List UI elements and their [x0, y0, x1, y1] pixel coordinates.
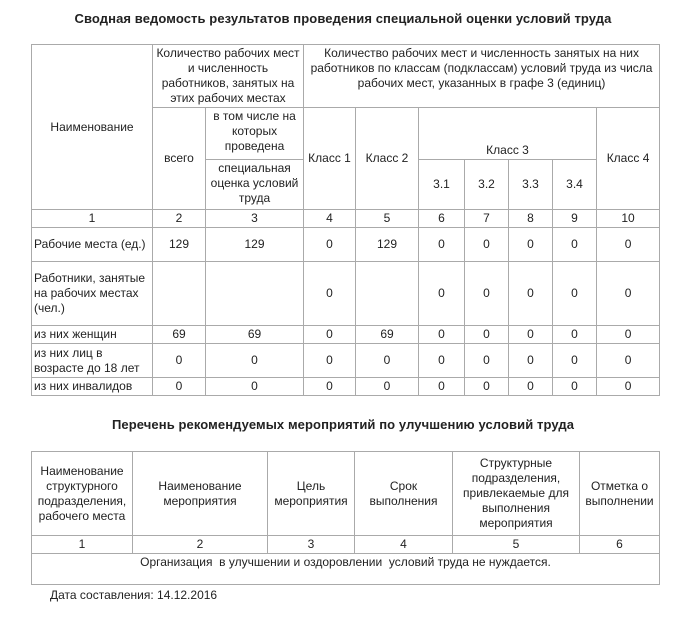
- cell-value: 0: [419, 228, 465, 262]
- header-incl-a: в том числе на которых проведена: [206, 108, 304, 160]
- compile-date-value: 14.12.2016: [157, 588, 218, 602]
- header-incl-b: специальная оценка условий труда: [206, 160, 304, 210]
- table-row: [32, 344, 660, 378]
- col-num: 4: [355, 536, 453, 554]
- col-num: 10: [597, 210, 660, 228]
- cell-value: 0: [153, 344, 206, 378]
- header-departments: Структурные подразделения, привлекаемые для выполнения мероприятия: [453, 452, 580, 536]
- col-num: 5: [356, 210, 419, 228]
- col-num: 6: [580, 536, 660, 554]
- cell-value: 0: [304, 344, 356, 378]
- cell-value: 0: [419, 378, 465, 396]
- col-num: 9: [553, 210, 597, 228]
- col-num: 1: [32, 536, 133, 554]
- cell-value: 0: [509, 228, 553, 262]
- header-class1: Класс 1: [304, 108, 356, 210]
- measures-table: [31, 451, 660, 585]
- col-num: 3: [268, 536, 355, 554]
- cell-value: 0: [419, 326, 465, 344]
- cell-value: 129: [153, 228, 206, 262]
- table-row: [32, 326, 660, 344]
- measures-note: Организация в улучшении и оздоровлении условий труда не нуждается.: [32, 554, 660, 585]
- table-row: [32, 262, 660, 326]
- cell-value: 0: [597, 378, 660, 396]
- cell-value: 69: [356, 326, 419, 344]
- col-num: 2: [153, 210, 206, 228]
- col-num: 5: [453, 536, 580, 554]
- cell-value: 0: [509, 262, 553, 326]
- cell-value: [153, 262, 206, 326]
- col-num: 6: [419, 210, 465, 228]
- cell-value: 0: [419, 344, 465, 378]
- compile-date-label: Дата составления:: [50, 588, 154, 602]
- cell-value: 0: [597, 344, 660, 378]
- cell-value: 129: [356, 228, 419, 262]
- header-total: всего: [153, 108, 206, 210]
- header-sub-3-2: 3.2: [465, 160, 509, 210]
- cell-value: [206, 262, 304, 326]
- cell-value: 0: [206, 378, 304, 396]
- cell-value: 0: [465, 326, 509, 344]
- summary-table: [31, 44, 660, 396]
- cell-value: 0: [465, 262, 509, 326]
- header-sub-3-1: 3.1: [419, 160, 465, 210]
- cell-value: 0: [419, 262, 465, 326]
- cell-value: 0: [553, 228, 597, 262]
- cell-value: 0: [356, 378, 419, 396]
- col-num: 7: [465, 210, 509, 228]
- cell-value: [356, 262, 419, 326]
- header-classes: Количество рабочих мест и численность занятых на них работников по классам (подклассам) условий труда из числа рабочих мест, указанных в графе 3 (единиц): [304, 45, 660, 108]
- cell-value: 0: [206, 344, 304, 378]
- cell-value: 0: [597, 228, 660, 262]
- header-name: Наименование: [32, 45, 153, 210]
- cell-value: 0: [553, 262, 597, 326]
- cell-value: 0: [304, 378, 356, 396]
- header-sub-3-3: 3.3: [509, 160, 553, 210]
- measures-title: Перечень рекомендуемых мероприятий по улучшению условий труда: [111, 417, 575, 432]
- cell-value: 0: [304, 262, 356, 326]
- cell-value: 0: [153, 378, 206, 396]
- cell-value: 0: [553, 378, 597, 396]
- cell-value: 0: [465, 344, 509, 378]
- cell-value: 0: [356, 344, 419, 378]
- table-row: [32, 228, 660, 262]
- header-sub-3-4: 3.4: [553, 160, 597, 210]
- col-num: 1: [32, 210, 153, 228]
- cell-value: 0: [304, 228, 356, 262]
- col-num: 2: [133, 536, 268, 554]
- row-label: из них инвалидов: [32, 378, 153, 396]
- cell-value: 69: [153, 326, 206, 344]
- header-class3: Класс 3: [419, 108, 597, 160]
- cell-value: 0: [509, 378, 553, 396]
- summary-title: Сводная ведомость результатов проведения специальной оценки условий труда: [74, 11, 612, 26]
- cell-value: 0: [509, 344, 553, 378]
- header-class2: Класс 2: [356, 108, 419, 210]
- row-label: Работники, занятые на рабочих местах (чел.): [32, 262, 153, 326]
- table-row: [32, 378, 660, 396]
- cell-value: 0: [509, 326, 553, 344]
- row-label: Рабочие места (ед.): [32, 228, 153, 262]
- header-goal: Цель мероприятия: [268, 452, 355, 536]
- header-mark: Отметка о выполнении: [580, 452, 660, 536]
- cell-value: 0: [553, 326, 597, 344]
- row-label: из них женщин: [32, 326, 153, 344]
- cell-value: 69: [206, 326, 304, 344]
- header-class4: Класс 4: [597, 108, 660, 210]
- row-label: из них лиц в возрасте до 18 лет: [32, 344, 153, 378]
- header-qty: Количество рабочих мест и численность работников, занятых на этих рабочих местах: [153, 45, 304, 108]
- header-measure: Наименование мероприятия: [133, 452, 268, 536]
- col-num: 3: [206, 210, 304, 228]
- cell-value: 0: [465, 228, 509, 262]
- cell-value: 129: [206, 228, 304, 262]
- header-subdivision: Наименование структурного подразделения, рабочего места: [32, 452, 133, 536]
- col-num: 4: [304, 210, 356, 228]
- cell-value: 0: [597, 326, 660, 344]
- header-deadline: Срок выполнения: [355, 452, 453, 536]
- cell-value: 0: [465, 378, 509, 396]
- cell-value: 0: [597, 262, 660, 326]
- cell-value: 0: [304, 326, 356, 344]
- cell-value: 0: [553, 344, 597, 378]
- col-num: 8: [509, 210, 553, 228]
- compile-date: [50, 588, 217, 602]
